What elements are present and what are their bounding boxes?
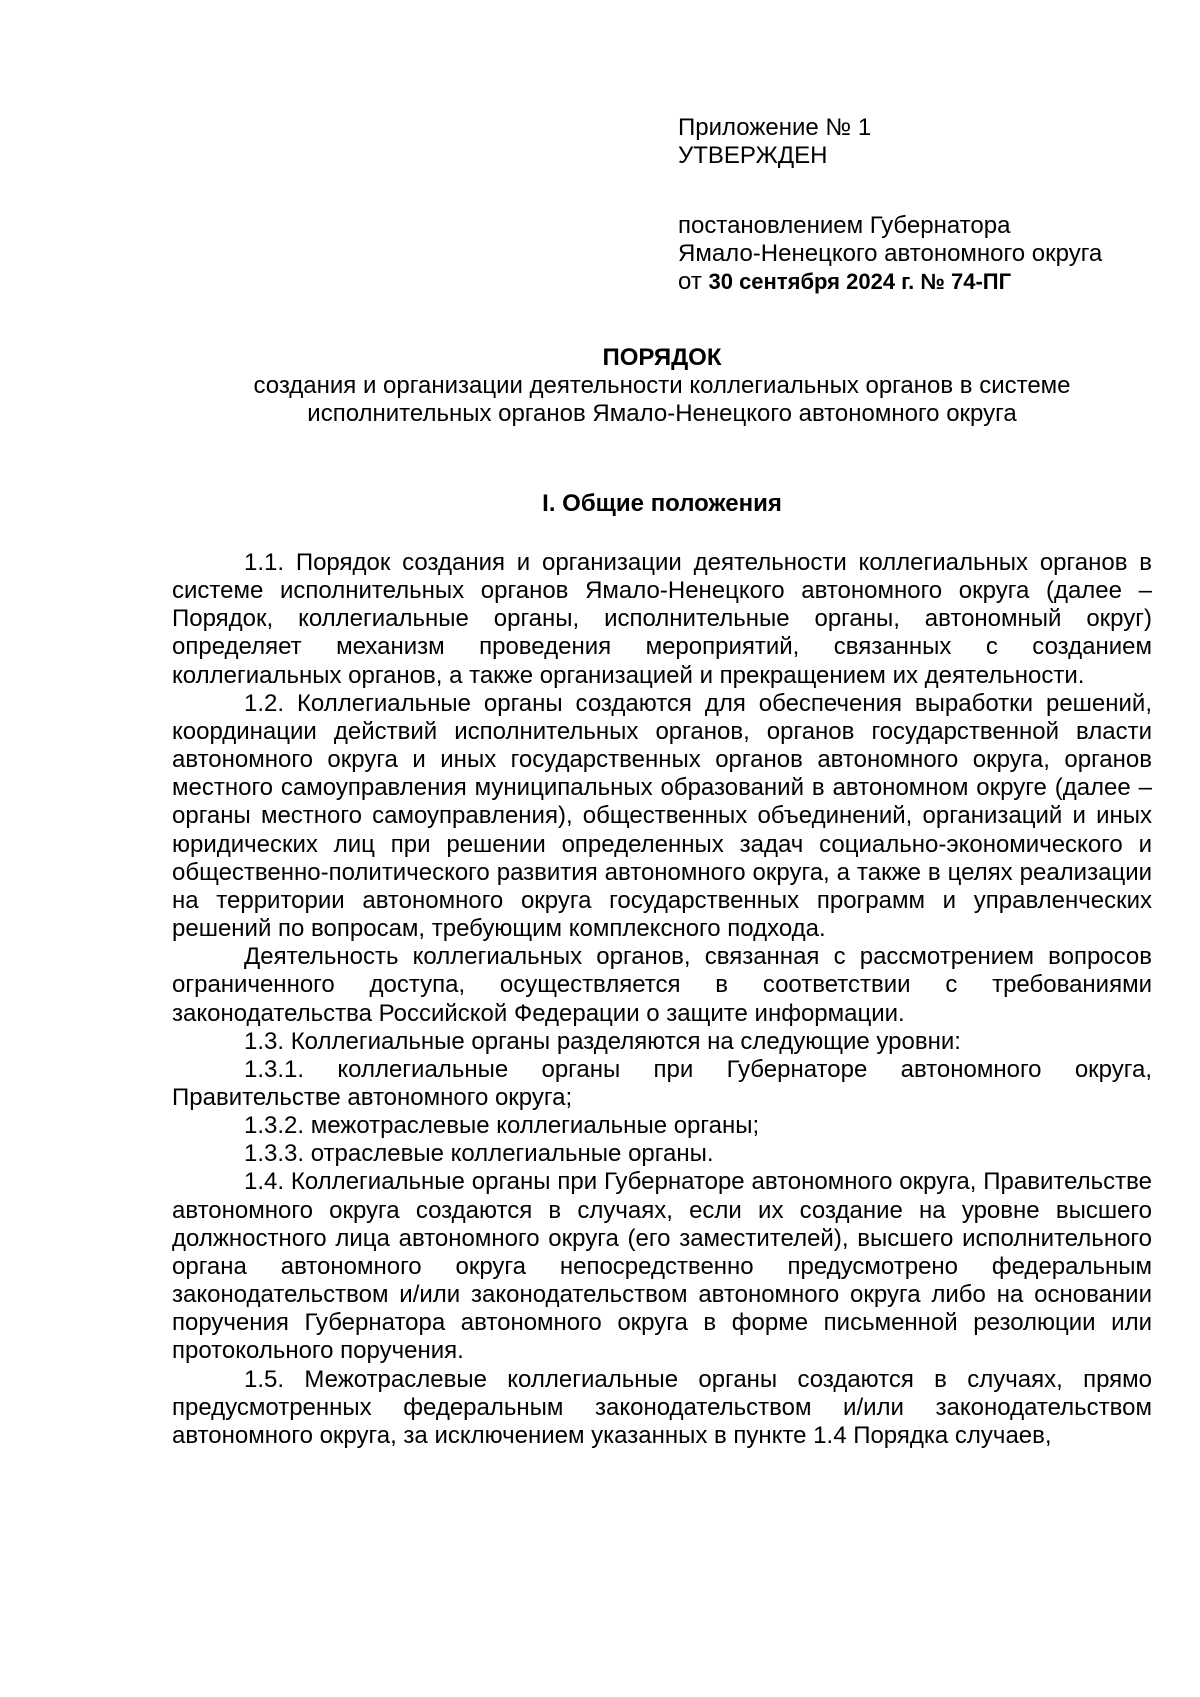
approval-stamp	[678, 114, 1178, 296]
document-title: ПОРЯДОК	[602, 344, 722, 371]
paragraph-1-3-2: 1.3.2. межотраслевые коллегиальные органы;	[244, 1112, 760, 1140]
approved-label: УТВЕРЖДЕН	[678, 142, 828, 169]
resolution-line-1: постановлением Губернатора	[678, 212, 1011, 239]
appendix-number: Приложение № 1	[678, 114, 872, 141]
document-title-block	[172, 344, 1152, 428]
resolution-date: 30 сентября 2024 г. № 74-ПГ	[708, 269, 1012, 294]
paragraph-1-4: 1.4. Коллегиальные органы при Губернаторе автономного округа, Правительстве автономного округа создаются в случаях, если их создание на уровне высшего должностного лица автономного округа (его заместителей), высшего исполнительного органа автономного округа непосредственно предусмотрено федеральным законодательством и/или законодательством автономного округа либо на основании поручения Губернатора автономного округа в форме письменной резолюции или протокольного поручения.	[172, 1168, 1152, 1365]
paragraph-1-2-continued: Деятельность коллегиальных органов, связанная с рассмотрением вопросов ограниченного доступа, осуществляется в соответствии с требованиями законодательства Российской Федерации о защите информации.	[172, 943, 1152, 1027]
paragraph-1-1: 1.1. Порядок создания и организации деятельности коллегиальных органов в системе исполнительных органов Ямало-Ненецкого автономного округа (далее – Порядок, коллегиальные органы, исполнительные органы, автономный округ) определяет механизм проведения мероприятий, связанных с созданием коллегиальных органов, а также организацией и прекращением их деятельности.	[172, 549, 1152, 689]
paragraph-1-3-1: 1.3.1. коллегиальные органы при Губернаторе автономного округа, Правительстве автономного округа;	[172, 1055, 1152, 1111]
section-heading: I. Общие положения	[542, 490, 782, 517]
paragraph-1-3-3: 1.3.3. отраслевые коллегиальные органы.	[244, 1140, 714, 1168]
document-subtitle-line-2: исполнительных органов Ямало-Ненецкого автономного округа	[307, 400, 1017, 427]
paragraph-1-2: 1.2. Коллегиальные органы создаются для обеспечения выработки решений, координации действий исполнительных органов, органов государственной власти автономного округа и иных государственных органов автономного округа, органов местного самоуправления муниципальных образований в автономном округе (далее – органы местного самоуправления), общественных объединений, организаций и иных юридических лиц при решении определенных задач социально-экономического и общественно-политического развития автономного округа, а также в целях реализации на территории автономного округа государственных программ и управленческих решений по вопросам, требующим комплексного подхода.	[172, 689, 1152, 943]
resolution-date-line	[678, 268, 1178, 296]
paragraph-1-5: 1.5. Межотраслевые коллегиальные органы создаются в случаях, прямо предусмотренных федеральным законодательством и/или законодательством автономного округа, за исключением указанных в пункте 1.4 Порядка случаев,	[172, 1365, 1152, 1449]
spacer	[678, 170, 1178, 212]
paragraph-1-3: 1.3. Коллегиальные органы разделяются на следующие уровни:	[244, 1027, 961, 1055]
resolution-line-2: Ямало-Ненецкого автономного округа	[678, 240, 1103, 267]
date-prefix: от	[678, 268, 702, 295]
section-body	[172, 549, 1152, 1450]
document-subtitle-line-1: создания и организации деятельности коллегиальных органов в системе	[253, 372, 1071, 399]
